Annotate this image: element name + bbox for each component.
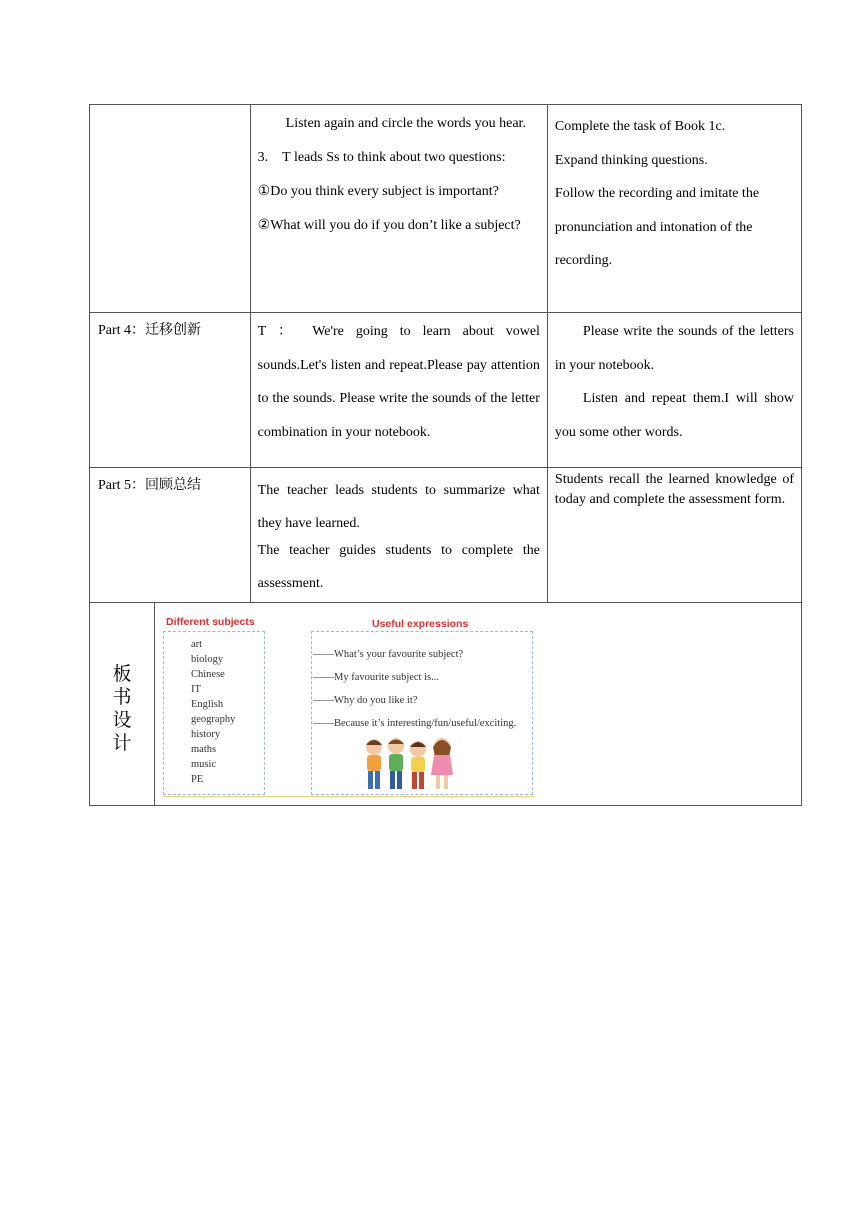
teacher-line: The teacher leads students to summarize what they have learned.: [257, 483, 540, 531]
student-line: Follow the recording and imitate the pronunciation and intonation of the recording.: [554, 186, 760, 268]
blackboard-design-cell: [90, 603, 802, 806]
expressions-list: [313, 643, 516, 735]
child-figure: [388, 738, 404, 789]
student-activity-cell: [547, 468, 801, 603]
teacher-activity-cell: [250, 468, 547, 603]
subject-item: geography: [191, 714, 236, 725]
subject-item: art: [191, 639, 203, 650]
teacher-text: T ： We're going to learn about vowel sounds.Let's listen and repeat.Please pay attention to the sounds. Please write the sounds of the letter combination in your notebook.: [257, 324, 540, 440]
teacher-line: ①Do you think every subject is important?: [257, 184, 499, 199]
child-figure: [431, 738, 453, 789]
subjects-heading: Different subjects: [166, 616, 255, 628]
table-row: [90, 603, 802, 806]
subject-item: maths: [191, 744, 217, 755]
teacher-activity-cell: [250, 313, 547, 468]
expressions-heading: Useful expressions: [372, 618, 469, 630]
stage-label: Part 4：迁移创新: [98, 323, 202, 338]
table-row: [90, 313, 802, 468]
subject-item: history: [191, 729, 221, 740]
subject-item: music: [191, 759, 217, 770]
board-title-cell: [90, 603, 155, 805]
stage-cell: [90, 468, 251, 603]
child-figure: [410, 741, 426, 789]
board-title-char: 书: [112, 686, 132, 708]
stage-label: Part 5：回顾总结: [98, 478, 202, 493]
student-activity-cell: [547, 105, 801, 313]
board-title-char: 计: [112, 732, 132, 754]
child-figure: [366, 739, 382, 789]
teacher-line: Listen again and circle the words you hear.: [285, 116, 526, 131]
children-illustration: [360, 735, 460, 797]
subjects-list: [191, 637, 235, 787]
expression-item: ——What’s your favourite subject?: [313, 649, 464, 660]
teacher-line: ②What will you do if you don’t like a subject?: [257, 218, 521, 233]
subject-item: PE: [191, 774, 204, 785]
student-line: Listen and repeat them.I will show you some other words.: [554, 391, 794, 440]
table-row: [90, 105, 802, 313]
board-title-char: 设: [112, 709, 132, 731]
board-baseline: [163, 796, 535, 797]
board-title-char: 板: [112, 663, 132, 685]
student-line: Please write the sounds of the letters in your notebook.: [554, 324, 794, 373]
student-line: Expand thinking questions.: [554, 152, 708, 168]
student-activity-cell: [547, 313, 801, 468]
stage-cell: [90, 313, 251, 468]
student-text: Students recall the learned knowledge of today and complete the assessment form.: [554, 472, 794, 507]
student-line: Complete the task of Book 1c.: [554, 119, 726, 134]
table-row: [90, 468, 802, 603]
subject-item: Chinese: [191, 669, 225, 680]
expression-item: ——My favourite subject is...: [313, 672, 439, 683]
stage-cell: [90, 105, 251, 313]
teacher-activity-cell: [250, 105, 547, 313]
teacher-line: 3. T leads Ss to think about two questions:: [257, 150, 506, 165]
subject-item: IT: [191, 684, 201, 695]
expression-item: ——Why do you like it?: [313, 695, 418, 706]
subject-item: English: [191, 699, 224, 710]
teacher-line: The teacher guides students to complete the assessment.: [257, 543, 540, 591]
lesson-plan-table: [89, 104, 802, 806]
expression-item: ——Because it’s interesting/fun/useful/exciting.: [313, 718, 517, 729]
subject-item: biology: [191, 654, 224, 665]
